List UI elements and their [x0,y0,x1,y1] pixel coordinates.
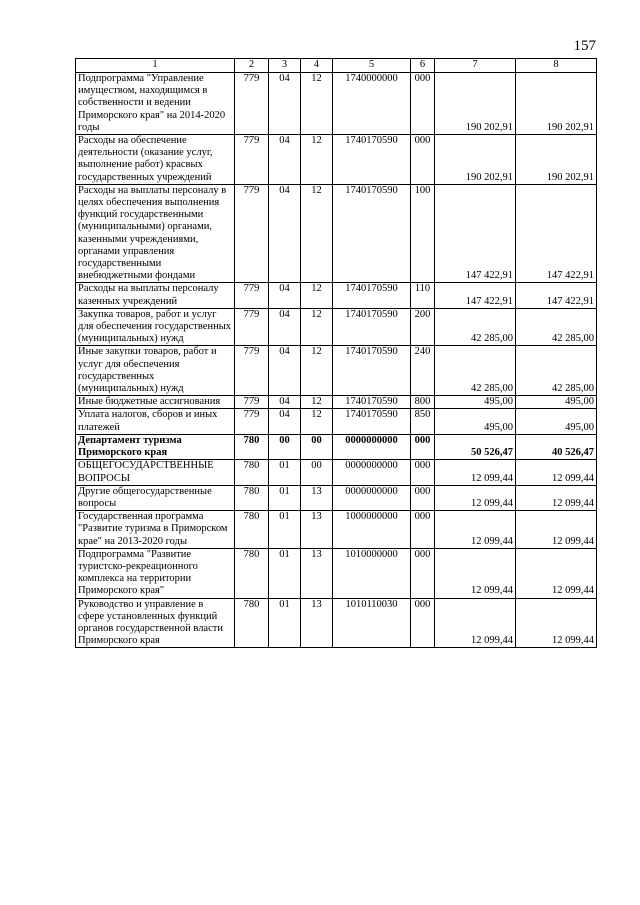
row-name-cell: Государственная программа "Развитие туризма в Приморском крае" на 2013-2020 годы [76,511,235,549]
row-amount-2-cell: 12 099,44 [516,460,597,485]
row-amount-2-cell: 495,00 [516,396,597,409]
row-amount-1-cell: 12 099,44 [435,511,516,549]
row-section-cell: 04 [269,409,301,434]
table-row [76,135,597,185]
row-amount-1-cell: 42 285,00 [435,308,516,346]
column-header: 7 [435,59,516,73]
row-amount-1-cell: 147 422,91 [435,283,516,308]
row-target-code-cell: 1740170590 [333,283,411,308]
row-subsection-cell: 12 [301,135,333,185]
budget-table [75,58,597,648]
row-subsection-cell: 13 [301,485,333,510]
row-amount-1-cell: 12 099,44 [435,548,516,598]
row-target-code-cell: 0000000000 [333,485,411,510]
row-expense-type-cell: 200 [411,308,435,346]
row-amount-2-cell: 40 526,47 [516,434,597,459]
row-expense-type-cell: 240 [411,346,435,396]
table-body [76,73,597,648]
row-amount-2-cell: 190 202,91 [516,73,597,135]
row-section-cell: 04 [269,396,301,409]
row-name-cell: Подпрограмма "Управление имуществом, находящимся в собственности и ведении Приморского края" на 2014-2020 годы [76,73,235,135]
row-subsection-cell: 13 [301,598,333,648]
row-amount-2-cell: 495,00 [516,409,597,434]
page-number: 157 [573,38,596,54]
row-amount-1-cell: 50 526,47 [435,434,516,459]
row-subsection-cell: 12 [301,346,333,396]
table-row [76,598,597,648]
row-subsection-cell: 12 [301,73,333,135]
table-row [76,396,597,409]
row-expense-type-cell: 000 [411,135,435,185]
row-name-cell: Руководство и управление в сфере установленных функций органов государственной власти Приморского края [76,598,235,648]
row-grbs-cell: 779 [235,409,269,434]
row-target-code-cell: 0000000000 [333,460,411,485]
table-row [76,434,597,459]
table-row [76,308,597,346]
row-name-cell: Другие общегосударственные вопросы [76,485,235,510]
row-section-cell: 01 [269,460,301,485]
row-amount-2-cell: 42 285,00 [516,308,597,346]
row-expense-type-cell: 000 [411,511,435,549]
row-name-cell: Департамент туризма Приморского края [76,434,235,459]
table-row [76,346,597,396]
row-section-cell: 00 [269,434,301,459]
row-target-code-cell: 1740170590 [333,409,411,434]
row-grbs-cell: 780 [235,548,269,598]
row-grbs-cell: 779 [235,73,269,135]
row-amount-2-cell: 147 422,91 [516,184,597,283]
row-name-cell: Иные бюджетные ассигнования [76,396,235,409]
column-header: 1 [76,59,235,73]
row-subsection-cell: 12 [301,184,333,283]
column-header: 2 [235,59,269,73]
row-subsection-cell: 12 [301,283,333,308]
row-expense-type-cell: 000 [411,598,435,648]
row-amount-1-cell: 190 202,91 [435,73,516,135]
row-amount-1-cell: 12 099,44 [435,460,516,485]
row-expense-type-cell: 000 [411,460,435,485]
table-row [76,485,597,510]
row-grbs-cell: 779 [235,184,269,283]
row-section-cell: 01 [269,598,301,648]
row-name-cell: Расходы на обеспечение деятельности (оказание услуг, выполнение работ) красвых государственных учреждений [76,135,235,185]
row-target-code-cell: 1010000000 [333,548,411,598]
row-section-cell: 04 [269,135,301,185]
row-section-cell: 01 [269,548,301,598]
row-section-cell: 04 [269,184,301,283]
column-header: 6 [411,59,435,73]
row-grbs-cell: 779 [235,135,269,185]
row-subsection-cell: 13 [301,548,333,598]
row-grbs-cell: 780 [235,434,269,459]
row-amount-1-cell: 495,00 [435,409,516,434]
row-subsection-cell: 00 [301,460,333,485]
row-name-cell: Расходы на выплаты персоналу в целях обеспечения выполнения функций государственными (муниципальными) органами, казенными учреждениями, органами управления государственными внебюджетными фондами [76,184,235,283]
row-target-code-cell: 1740000000 [333,73,411,135]
table-row [76,283,597,308]
table-header-row [76,59,597,73]
row-section-cell: 01 [269,485,301,510]
row-target-code-cell: 1740170590 [333,396,411,409]
row-amount-1-cell: 12 099,44 [435,598,516,648]
row-name-cell: Подпрограмма "Развитие туристско-рекреационного комплекса на территории Приморского края" [76,548,235,598]
row-target-code-cell: 1010110030 [333,598,411,648]
row-name-cell: Закупка товаров, работ и услуг для обеспечения государственных (муниципальных) нужд [76,308,235,346]
row-grbs-cell: 780 [235,598,269,648]
row-target-code-cell: 0000000000 [333,434,411,459]
table-row [76,409,597,434]
row-expense-type-cell: 100 [411,184,435,283]
column-header: 8 [516,59,597,73]
row-amount-1-cell: 42 285,00 [435,346,516,396]
row-expense-type-cell: 800 [411,396,435,409]
table-row [76,184,597,283]
row-subsection-cell: 12 [301,409,333,434]
row-expense-type-cell: 000 [411,548,435,598]
row-expense-type-cell: 000 [411,73,435,135]
row-amount-1-cell: 495,00 [435,396,516,409]
row-amount-1-cell: 12 099,44 [435,485,516,510]
column-header: 3 [269,59,301,73]
row-target-code-cell: 1740170590 [333,346,411,396]
row-expense-type-cell: 000 [411,434,435,459]
column-header: 5 [333,59,411,73]
table-row [76,548,597,598]
row-amount-2-cell: 190 202,91 [516,135,597,185]
table-row [76,460,597,485]
row-subsection-cell: 12 [301,308,333,346]
row-grbs-cell: 780 [235,460,269,485]
row-grbs-cell: 779 [235,308,269,346]
row-amount-1-cell: 147 422,91 [435,184,516,283]
row-target-code-cell: 1740170590 [333,308,411,346]
row-grbs-cell: 779 [235,283,269,308]
row-section-cell: 04 [269,308,301,346]
row-expense-type-cell: 110 [411,283,435,308]
row-section-cell: 04 [269,283,301,308]
column-header: 4 [301,59,333,73]
row-section-cell: 04 [269,346,301,396]
row-amount-2-cell: 147 422,91 [516,283,597,308]
row-target-code-cell: 1740170590 [333,184,411,283]
row-grbs-cell: 779 [235,346,269,396]
row-subsection-cell: 00 [301,434,333,459]
row-name-cell: ОБЩЕГОСУДАРСТВЕННЫЕ ВОПРОСЫ [76,460,235,485]
row-grbs-cell: 780 [235,511,269,549]
row-expense-type-cell: 850 [411,409,435,434]
row-subsection-cell: 12 [301,396,333,409]
row-target-code-cell: 1740170590 [333,135,411,185]
row-grbs-cell: 779 [235,396,269,409]
row-amount-2-cell: 12 099,44 [516,485,597,510]
row-name-cell: Уплата налогов, сборов и иных платежей [76,409,235,434]
row-amount-2-cell: 12 099,44 [516,511,597,549]
table-row [76,73,597,135]
row-section-cell: 04 [269,73,301,135]
row-name-cell: Иные закупки товаров, работ и услуг для обеспечения государственных (муниципальных) нужд [76,346,235,396]
row-amount-2-cell: 12 099,44 [516,548,597,598]
row-name-cell: Расходы на выплаты персоналу казенных учреждений [76,283,235,308]
row-amount-2-cell: 12 099,44 [516,598,597,648]
row-section-cell: 01 [269,511,301,549]
table-row [76,511,597,549]
row-expense-type-cell: 000 [411,485,435,510]
row-grbs-cell: 780 [235,485,269,510]
row-amount-2-cell: 42 285,00 [516,346,597,396]
row-amount-1-cell: 190 202,91 [435,135,516,185]
row-target-code-cell: 1000000000 [333,511,411,549]
row-subsection-cell: 13 [301,511,333,549]
